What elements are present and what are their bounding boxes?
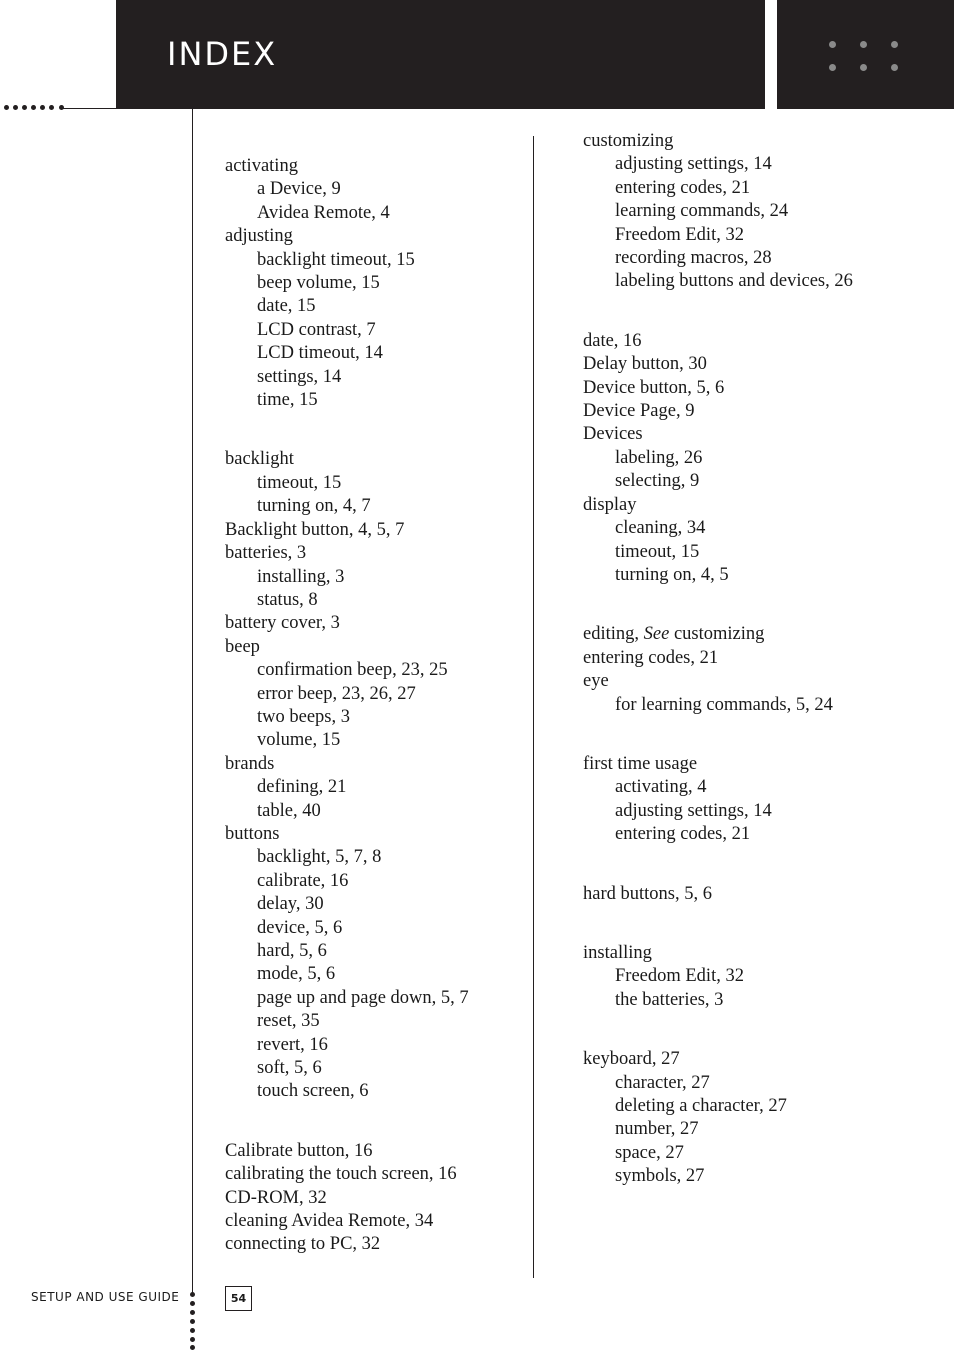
index-subentry: timeout, 15 [257,472,342,493]
index-term: batteries, 3 [225,543,307,564]
index-subentry: backlight, 5, 7, 8 [257,847,382,868]
index-term: Backlight button, 4, 5, 7 [225,519,405,540]
index-entry [225,542,525,612]
index-term: beep [225,636,260,657]
top-rule [60,108,120,109]
index-term: hard buttons, 5, 6 [583,883,712,904]
index-term: CD-ROM, 32 [225,1187,327,1208]
index-entry [583,330,953,353]
index-subentry: recording macros, 28 [615,248,772,269]
column-divider [533,136,534,1278]
index-term: brands [225,753,275,774]
page-number: 54 [225,1286,252,1311]
index-subentry: hard, 5, 6 [257,941,327,961]
index-subentry: deleting a character, 27 [615,1096,787,1116]
index-term: buttons [225,823,280,844]
index-term: keyboard, 27 [583,1049,680,1070]
index-term: Device button, 5, 6 [583,377,725,398]
index-subentry: Freedom Edit, 32 [615,966,744,987]
index-subentry: mode, 5, 6 [257,964,336,985]
index-entry [225,1233,525,1256]
left-vertical-rule [192,109,193,1294]
index-subentry: settings, 14 [257,366,342,387]
index-subentry: calibrate, 16 [257,870,349,891]
index-term: Device Page, 9 [583,401,695,422]
index-entry [225,1163,525,1186]
index-subentry: beep volume, 15 [257,273,380,294]
index-subentry: learning commands, 24 [615,201,789,222]
index-term: connecting to PC, 32 [225,1234,381,1255]
index-term [583,623,953,646]
header-decoration-block [777,0,954,109]
index-term: Devices [583,424,643,445]
index-entry [583,377,953,400]
index-subentry: status, 8 [257,589,318,610]
index-entry [225,1210,525,1233]
index-term: first time usage [583,753,698,774]
index-entry [225,448,525,518]
index-term: Delay button, 30 [583,354,707,375]
index-entry [225,519,525,542]
dotted-rule-decoration-bottom [189,1292,197,1350]
index-column-right [583,130,953,1189]
see-target: customizing [669,624,765,645]
index-entry [225,823,525,1104]
index-subentry: device, 5, 6 [257,917,343,938]
index-subentry: a Device, 9 [257,179,341,200]
index-subentry: table, 40 [257,800,321,821]
index-subentry: two beeps, 3 [257,706,350,727]
index-entry [583,883,953,906]
index-entry [225,1140,525,1163]
index-entry [583,353,953,376]
index-entry [583,647,953,670]
index-subentry: LCD contrast, 7 [257,319,376,340]
index-entry [583,423,953,493]
index-term: backlight [225,449,294,470]
index-subentry: number, 27 [615,1119,699,1140]
header-bar [116,0,765,109]
index-term: adjusting [225,226,293,247]
index-subentry: soft, 5, 6 [257,1058,322,1079]
index-subentry: adjusting settings, 14 [615,154,772,175]
index-subentry: entering codes, 21 [615,177,751,198]
index-term: activating [225,156,298,176]
index-subentry: defining, 21 [257,777,347,798]
index-subentry: timeout, 15 [615,541,700,562]
index-subentry: labeling, 26 [615,447,703,468]
index-subentry: turning on, 4, 5 [615,564,729,585]
index-subentry: Avidea Remote, 4 [257,202,390,223]
index-subentry: touch screen, 6 [257,1081,369,1102]
index-subentry: selecting, 9 [615,471,700,492]
index-subentry: Freedom Edit, 32 [615,224,744,245]
index-entry [225,225,525,412]
index-entry [583,623,953,646]
index-entry [225,636,525,753]
index-term: calibrating the touch screen, 16 [225,1164,457,1185]
index-subentry: delay, 30 [257,894,324,915]
dot-grid-icon [829,41,899,71]
index-subentry: date, 15 [257,296,316,317]
index-entry [225,1187,525,1210]
dotted-rule-decoration [4,105,64,111]
index-term: customizing [583,131,674,151]
index-term: installing [583,942,652,963]
index-subentry: backlight timeout, 15 [257,249,415,270]
index-entry [583,494,953,588]
index-subentry: time, 15 [257,390,318,411]
index-subentry: installing, 3 [257,566,345,587]
index-subentry: the batteries, 3 [615,989,724,1010]
index-subentry: activating, 4 [615,777,707,798]
index-subentry: page up and page down, 5, 7 [257,987,469,1008]
index-subentry: cleaning, 34 [615,518,706,539]
index-entry [583,942,953,1012]
index-subentry: for learning commands, 5, 24 [615,694,833,715]
index-entry [583,753,953,847]
index-term: display [583,494,637,515]
index-subentry: LCD timeout, 14 [257,343,383,364]
page-title: INDEX [167,35,278,73]
index-entry [225,155,525,225]
index-term: battery cover, 3 [225,613,340,634]
index-column-left [225,155,525,1257]
index-subentry: volume, 15 [257,730,341,751]
index-subentry: entering codes, 21 [615,824,751,845]
footer-guide-label: SETUP AND USE GUIDE [31,1290,180,1304]
index-entry [583,130,953,294]
index-term: cleaning Avidea Remote, 34 [225,1211,434,1232]
index-entry [225,612,525,635]
index-subentry: turning on, 4, 7 [257,496,371,517]
index-subentry: labeling buttons and devices, 26 [615,271,853,292]
see-reference: See [643,624,670,645]
index-term: date, 16 [583,330,642,351]
index-subentry: space, 27 [615,1142,684,1163]
index-entry [583,400,953,423]
index-subentry: adjusting settings, 14 [615,800,772,821]
index-entry [583,1048,953,1188]
index-subentry: reset, 35 [257,1011,320,1032]
index-term: eye [583,671,609,692]
index-subentry: symbols, 27 [615,1166,705,1187]
index-subentry: confirmation beep, 23, 25 [257,660,448,681]
index-subentry: revert, 16 [257,1034,328,1055]
index-term: Calibrate button, 16 [225,1140,373,1161]
index-entry [225,753,525,823]
index-term-text: editing, [583,624,644,645]
index-subentry: error beep, 23, 26, 27 [257,683,416,704]
index-entry [583,670,953,717]
index-term: entering codes, 21 [583,647,719,668]
index-subentry: character, 27 [615,1072,710,1093]
